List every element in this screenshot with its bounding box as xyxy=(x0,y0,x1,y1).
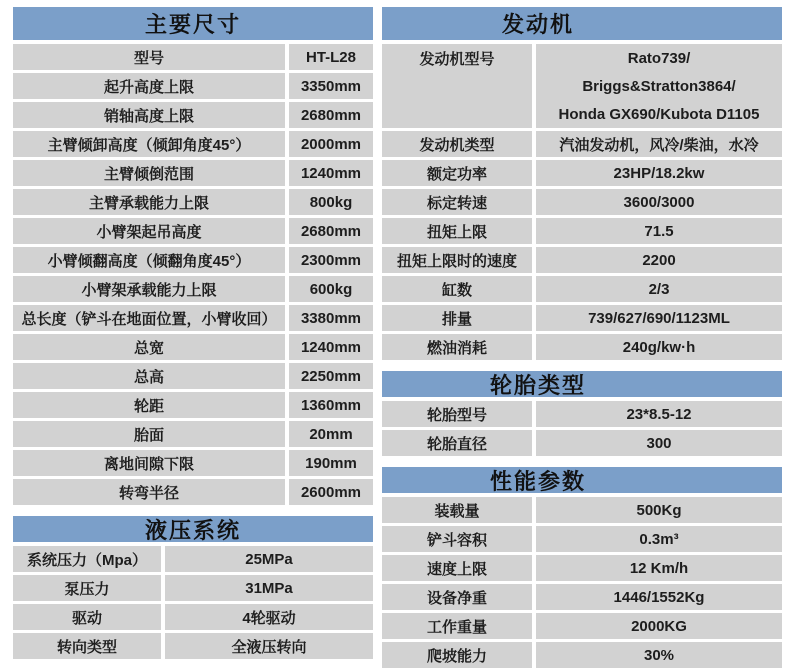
spec-label: 转向类型 xyxy=(13,633,161,659)
spec-label: 轮距 xyxy=(13,392,285,418)
spec-value: 0.3m³ xyxy=(536,526,782,552)
table-row xyxy=(382,247,782,273)
spec-value: HT-L28 xyxy=(289,44,373,70)
spec-value-line: Rato739/ xyxy=(627,49,691,67)
table-row xyxy=(382,189,782,215)
section-header-performance: 性能参数 xyxy=(382,467,782,493)
table-row xyxy=(382,613,782,639)
table-row xyxy=(13,363,373,389)
section-header-hydraulic-system: 液压系统 xyxy=(13,516,373,542)
spec-label: 燃油消耗 xyxy=(382,334,532,360)
table-row xyxy=(382,131,782,157)
table-row xyxy=(382,642,782,668)
table-row xyxy=(382,584,782,610)
table-row xyxy=(382,276,782,302)
spec-label: 小臂倾翻高度（倾翻角度45°） xyxy=(13,247,285,273)
spec-label: 主臂倾倒范围 xyxy=(13,160,285,186)
spec-value: 3600/3000 xyxy=(536,189,782,215)
spec-label: 速度上限 xyxy=(382,555,532,581)
spec-value xyxy=(536,44,782,128)
table-row xyxy=(13,276,373,302)
spec-value: 2680mm xyxy=(289,102,373,128)
table-row xyxy=(382,555,782,581)
spec-value: 600kg xyxy=(289,276,373,302)
spec-label: 主臂承载能力上限 xyxy=(13,189,285,215)
table-row xyxy=(13,392,373,418)
engine-tire-performance-table xyxy=(382,7,782,671)
spec-value: 240g/kw·h xyxy=(536,334,782,360)
spec-value: 2/3 xyxy=(536,276,782,302)
spec-value: 1446/1552Kg xyxy=(536,584,782,610)
spec-value: 12 Km/h xyxy=(536,555,782,581)
table-row xyxy=(13,73,373,99)
spec-value-line: Honda GX690/Kubota D1105 xyxy=(558,105,760,123)
table-row xyxy=(13,44,373,70)
table-row xyxy=(13,421,373,447)
spec-label: 泵压力 xyxy=(13,575,161,601)
spec-value: 2600mm xyxy=(289,479,373,505)
spec-label: 额定功率 xyxy=(382,160,532,186)
table-row xyxy=(382,218,782,244)
table-row xyxy=(382,334,782,360)
spec-value: 2250mm xyxy=(289,363,373,389)
spec-label: 系统压力（Mpa） xyxy=(13,546,161,572)
spec-value: 汽油发动机，风冷/柴油，水冷 xyxy=(536,131,782,157)
spec-value: 31MPa xyxy=(165,575,373,601)
table-row xyxy=(13,479,373,505)
spec-label: 铲斗容积 xyxy=(382,526,532,552)
spec-label: 排量 xyxy=(382,305,532,331)
table-row xyxy=(382,44,782,128)
spec-label: 销轴高度上限 xyxy=(13,102,285,128)
spec-value: 2000KG xyxy=(536,613,782,639)
spec-label: 驱动 xyxy=(13,604,161,630)
table-row xyxy=(13,189,373,215)
spec-label: 总长度（铲斗在地面位置，小臂收回） xyxy=(13,305,285,331)
table-row xyxy=(13,450,373,476)
table-row xyxy=(13,102,373,128)
table-row xyxy=(13,604,373,630)
spec-value: 2200 xyxy=(536,247,782,273)
spec-value: 20mm xyxy=(289,421,373,447)
spec-value: 2300mm xyxy=(289,247,373,273)
spec-label: 离地间隙下限 xyxy=(13,450,285,476)
spec-value: 30% xyxy=(536,642,782,668)
spec-label: 设备净重 xyxy=(382,584,532,610)
section-header-tire-type: 轮胎类型 xyxy=(382,371,782,397)
table-row xyxy=(382,497,782,523)
spec-label: 小臂架起吊高度 xyxy=(13,218,285,244)
spec-value: 4轮驱动 xyxy=(165,604,373,630)
spec-label: 工作重量 xyxy=(382,613,532,639)
table-row xyxy=(382,160,782,186)
spec-value: 739/627/690/1123ML xyxy=(536,305,782,331)
spec-label: 主臂倾卸高度（倾卸角度45°） xyxy=(13,131,285,157)
section-header-main-dimensions: 主要尺寸 xyxy=(13,7,373,40)
table-row xyxy=(13,334,373,360)
spec-label: 转弯半径 xyxy=(13,479,285,505)
spec-value: 2000mm xyxy=(289,131,373,157)
table-row xyxy=(382,401,782,427)
spec-label: 发动机型号 xyxy=(382,44,532,128)
spec-label: 发动机类型 xyxy=(382,131,532,157)
spec-label: 标定转速 xyxy=(382,189,532,215)
spec-value: 1240mm xyxy=(289,334,373,360)
spec-value: 3380mm xyxy=(289,305,373,331)
spec-value: 23*8.5-12 xyxy=(536,401,782,427)
spec-label: 型号 xyxy=(13,44,285,70)
spec-label: 缸数 xyxy=(382,276,532,302)
spec-label: 小臂架承载能力上限 xyxy=(13,276,285,302)
spec-label: 总宽 xyxy=(13,334,285,360)
spec-label: 胎面 xyxy=(13,421,285,447)
spec-value: 190mm xyxy=(289,450,373,476)
spec-value: 800kg xyxy=(289,189,373,215)
spec-value: 25MPa xyxy=(165,546,373,572)
spec-label: 装载量 xyxy=(382,497,532,523)
table-row xyxy=(13,160,373,186)
table-row xyxy=(382,305,782,331)
spec-label: 总高 xyxy=(13,363,285,389)
dimensions-hydraulics-table xyxy=(13,7,373,662)
spec-value: 2680mm xyxy=(289,218,373,244)
spec-value: 23HP/18.2kw xyxy=(536,160,782,186)
spec-value-line: Briggs&Stratton3864/ xyxy=(582,77,736,95)
spec-label: 爬坡能力 xyxy=(382,642,532,668)
table-row xyxy=(13,247,373,273)
table-row xyxy=(13,546,373,572)
table-row xyxy=(13,575,373,601)
spec-value: 全液压转向 xyxy=(165,633,373,659)
table-row xyxy=(13,305,373,331)
spec-label: 扭矩上限时的速度 xyxy=(382,247,532,273)
spec-value: 1240mm xyxy=(289,160,373,186)
spec-value: 500Kg xyxy=(536,497,782,523)
spec-label: 扭矩上限 xyxy=(382,218,532,244)
table-row xyxy=(13,131,373,157)
spec-value: 300 xyxy=(536,430,782,456)
spec-value: 1360mm xyxy=(289,392,373,418)
spec-value: 71.5 xyxy=(536,218,782,244)
table-row xyxy=(13,633,373,659)
table-row xyxy=(382,430,782,456)
spec-label: 起升高度上限 xyxy=(13,73,285,99)
table-row xyxy=(382,526,782,552)
table-row xyxy=(13,218,373,244)
spec-value: 3350mm xyxy=(289,73,373,99)
spec-label: 轮胎型号 xyxy=(382,401,532,427)
section-header-engine: 发动机 xyxy=(382,7,782,40)
spec-label: 轮胎直径 xyxy=(382,430,532,456)
